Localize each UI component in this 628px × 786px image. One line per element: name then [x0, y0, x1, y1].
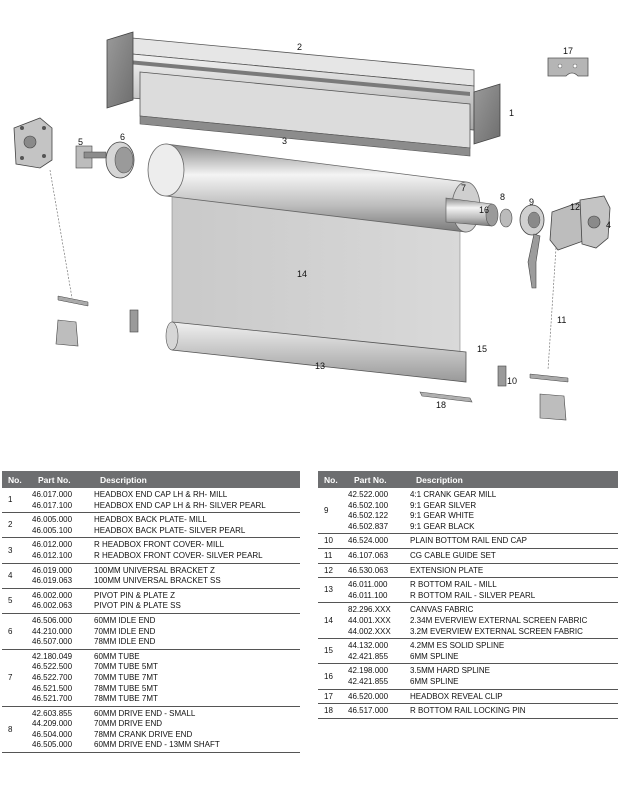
descriptions — [410, 639, 618, 664]
table-row — [2, 563, 300, 588]
callout-12: 12 — [570, 202, 581, 212]
table-row — [2, 513, 300, 538]
part-description: R BOTTOM RAIL - SILVER PEARL — [410, 590, 536, 600]
part-number: 46.530.063 — [348, 565, 389, 575]
part-description: R HEADBOX FRONT COVER- MILL — [94, 540, 225, 550]
idle-end — [106, 142, 134, 178]
part-description: 9:1 GEAR SILVER — [410, 500, 477, 510]
part-numbers — [32, 563, 94, 588]
table-row — [318, 664, 618, 689]
part-number: 46.502.837 — [348, 521, 389, 531]
part-number: 46.507.000 — [32, 637, 73, 647]
part-numbers — [32, 588, 94, 613]
bottom-rail-end-cap-left — [130, 310, 138, 332]
part-number: 44.210.000 — [32, 626, 73, 636]
item-number: 4 — [2, 563, 32, 588]
part-description: 4.2MM ES SOLID SPLINE — [410, 641, 505, 651]
descriptions — [410, 664, 618, 689]
crank-gear — [520, 205, 544, 288]
table-row — [318, 488, 618, 534]
item-number: 12 — [318, 563, 348, 578]
table-row — [2, 613, 300, 649]
descriptions — [410, 488, 618, 534]
table-row — [318, 704, 618, 719]
table-row — [2, 538, 300, 563]
part-description: EXTENSION PLATE — [410, 565, 484, 575]
table-row — [2, 706, 300, 752]
part-number: 46.524.000 — [348, 536, 389, 546]
part-description: CANVAS FABRIC — [410, 605, 474, 615]
callout-17: 17 — [563, 46, 574, 56]
descriptions — [410, 534, 618, 549]
part-number: 46.521.500 — [32, 683, 73, 693]
part-number: 46.017.100 — [32, 500, 73, 510]
part-description: 70MM TUBE 7MT — [94, 672, 158, 682]
part-description: 9:1 GEAR WHITE — [410, 511, 475, 521]
part-description: PIVOT PIN & PLATE SS — [94, 601, 181, 611]
part-description: 3.5MM HARD SPLINE — [410, 666, 491, 676]
item-number: 6 — [2, 613, 32, 649]
part-numbers — [32, 488, 94, 513]
item-number: 7 — [2, 649, 32, 706]
part-number: 46.002.000 — [32, 590, 73, 600]
part-numbers — [348, 689, 410, 704]
part-number: 42.603.855 — [32, 708, 73, 718]
callout-13: 13 — [315, 361, 326, 371]
universal-bracket-left — [14, 118, 52, 168]
part-number: 46.107.063 — [348, 550, 389, 560]
part-numbers — [32, 613, 94, 649]
descriptions — [94, 513, 300, 538]
part-number: 46.017.000 — [32, 490, 73, 499]
part-number: 46.521.700 — [32, 694, 73, 704]
part-number: 46.011.000 — [348, 580, 388, 590]
part-number: 42.421.855 — [348, 651, 389, 661]
part-description: R BOTTOM RAIL - MILL — [410, 580, 497, 590]
part-number: 46.522.500 — [32, 662, 73, 672]
part-number: 46.517.000 — [348, 706, 389, 716]
part-number: 46.002.063 — [32, 601, 73, 611]
part-description: PIVOT PIN & PLATE Z — [94, 590, 176, 600]
descriptions — [94, 563, 300, 588]
table-row — [318, 534, 618, 549]
drive-end — [500, 209, 512, 227]
part-description: 9:1 GEAR BLACK — [410, 521, 475, 531]
part-description: 4:1 CRANK GEAR MILL — [410, 490, 497, 499]
part-numbers — [32, 538, 94, 563]
descriptions — [94, 706, 300, 752]
part-number: 46.520.000 — [348, 691, 389, 701]
callout-15: 15 — [477, 344, 488, 354]
part-description: CG CABLE GUIDE SET — [410, 550, 496, 560]
item-number: 15 — [318, 639, 348, 664]
item-number: 3 — [2, 538, 32, 563]
part-number: 46.502.100 — [348, 500, 389, 510]
part-numbers — [32, 649, 94, 706]
parts-table-left — [2, 471, 300, 753]
table-row — [2, 649, 300, 706]
item-number: 17 — [318, 689, 348, 704]
callout-5: 5 — [78, 137, 84, 147]
part-numbers — [348, 563, 410, 578]
part-number: 42.180.049 — [32, 651, 73, 661]
headbox-reveal-clip — [548, 58, 588, 76]
item-number: 5 — [2, 588, 32, 613]
column-header-description: Description — [410, 471, 618, 488]
item-number: 14 — [318, 603, 348, 639]
part-description: 2.34M EVERVIEW EXTERNAL SCREEN FABRIC — [410, 615, 588, 625]
cable-guide-left — [50, 170, 88, 346]
descriptions — [94, 649, 300, 706]
part-description: 70MM DRIVE END — [94, 719, 163, 729]
table-row — [318, 689, 618, 704]
column-header-no: No. — [2, 471, 32, 488]
bottom-rail-end-cap-right — [498, 366, 506, 386]
item-number: 2 — [2, 513, 32, 538]
part-number: 46.502.122 — [348, 511, 389, 521]
part-numbers — [348, 534, 410, 549]
part-number: 46.504.000 — [32, 729, 73, 739]
item-number: 9 — [318, 488, 348, 534]
part-number: 46.012.100 — [32, 550, 73, 560]
item-number: 8 — [2, 706, 32, 752]
part-description: 100MM UNIVERSAL BRACKET Z — [94, 565, 215, 575]
table-row — [318, 548, 618, 563]
callout-2: 2 — [297, 42, 303, 52]
part-number: 42.421.855 — [348, 676, 389, 686]
part-number: 46.011.100 — [348, 590, 388, 600]
table-header-row — [2, 471, 300, 488]
part-number: 42.522.000 — [348, 490, 389, 499]
part-numbers — [348, 603, 410, 639]
part-description: 70MM TUBE 5MT — [94, 662, 158, 672]
callout-6: 6 — [120, 132, 126, 142]
item-number: 1 — [2, 488, 32, 513]
part-description: 6MM SPLINE — [410, 651, 459, 661]
column-header-description: Description — [94, 471, 300, 488]
descriptions — [410, 548, 618, 563]
headbox-end-cap-left — [107, 32, 133, 108]
part-number: 42.198.000 — [348, 666, 389, 676]
part-numbers — [348, 578, 410, 603]
part-numbers — [348, 639, 410, 664]
callout-18: 18 — [436, 400, 447, 410]
callout-14: 14 — [297, 269, 308, 279]
part-number: 44.001.XXX — [348, 615, 391, 625]
part-number: 46.019.000 — [32, 565, 73, 575]
descriptions — [94, 538, 300, 563]
part-description: PLAIN BOTTOM RAIL END CAP — [410, 536, 527, 546]
part-number: 46.019.063 — [32, 576, 73, 586]
part-numbers — [348, 664, 410, 689]
part-description: 60MM DRIVE END - 13MM SHAFT — [94, 740, 220, 750]
part-description: R HEADBOX FRONT COVER- SILVER PEARL — [94, 550, 263, 560]
headbox-end-cap-right — [474, 84, 500, 144]
part-number: 82.296.XXX — [348, 605, 391, 615]
item-number: 11 — [318, 548, 348, 563]
descriptions — [410, 704, 618, 719]
descriptions — [94, 613, 300, 649]
column-header-part-no: Part No. — [348, 471, 410, 488]
part-description: R BOTTOM RAIL LOCKING PIN — [410, 706, 526, 716]
table-row — [318, 639, 618, 664]
part-description: 60MM TUBE — [94, 651, 140, 661]
table-row — [318, 603, 618, 639]
table-row — [2, 488, 300, 513]
part-numbers — [348, 488, 410, 534]
part-number: 46.005.000 — [32, 515, 73, 525]
callout-8: 8 — [500, 192, 506, 202]
item-number: 16 — [318, 664, 348, 689]
part-description: HEADBOX END CAP LH & RH- MILL — [94, 490, 228, 499]
part-numbers — [32, 706, 94, 752]
part-description: HEADBOX END CAP LH & RH- SILVER PEARL — [94, 500, 266, 510]
part-description: HEADBOX REVEAL CLIP — [410, 691, 503, 701]
part-number: 46.012.000 — [32, 540, 73, 550]
callout-7: 7 — [461, 183, 467, 193]
part-description: 78MM IDLE END — [94, 637, 156, 647]
item-number: 13 — [318, 578, 348, 603]
part-numbers — [348, 548, 410, 563]
parts-table-right — [318, 471, 618, 719]
table-row — [318, 563, 618, 578]
part-number: 46.506.000 — [32, 615, 73, 625]
part-number: 44.209.000 — [32, 719, 73, 729]
item-number: 10 — [318, 534, 348, 549]
callout-16: 16 — [479, 205, 490, 215]
table-row — [2, 588, 300, 613]
part-description: HEADBOX BACK PLATE- SILVER PEARL — [94, 525, 246, 535]
callout-3: 3 — [282, 136, 288, 146]
part-number: 46.505.000 — [32, 740, 73, 750]
part-description: 6MM SPLINE — [410, 676, 459, 686]
descriptions — [410, 578, 618, 603]
item-number: 18 — [318, 704, 348, 719]
part-numbers — [32, 513, 94, 538]
descriptions — [94, 588, 300, 613]
callout-11: 11 — [557, 315, 567, 325]
descriptions — [410, 563, 618, 578]
part-description: 3.2M EVERVIEW EXTERNAL SCREEN FABRIC — [410, 626, 583, 636]
descriptions — [94, 488, 300, 513]
part-description: 60MM IDLE END — [94, 615, 156, 625]
descriptions — [410, 603, 618, 639]
part-description: 100MM UNIVERSAL BRACKET SS — [94, 576, 221, 586]
part-description: 78MM CRANK DRIVE END — [94, 729, 193, 739]
part-description: 60MM DRIVE END - SMALL — [94, 708, 196, 718]
part-numbers — [348, 704, 410, 719]
part-description: 78MM TUBE 5MT — [94, 683, 158, 693]
descriptions — [410, 689, 618, 704]
column-header-part-no: Part No. — [32, 471, 94, 488]
table-row — [318, 578, 618, 603]
table-header-row — [318, 471, 618, 488]
callout-10: 10 — [507, 376, 518, 386]
callout-9: 9 — [529, 197, 535, 207]
callout-1: 1 — [509, 108, 515, 118]
part-number: 44.132.000 — [348, 641, 389, 651]
part-number: 46.005.100 — [32, 525, 73, 535]
part-number: 44.002.XXX — [348, 626, 391, 636]
part-number: 46.522.700 — [32, 672, 73, 682]
part-description: HEADBOX BACK PLATE- MILL — [94, 515, 207, 525]
callout-4: 4 — [606, 220, 612, 230]
part-description: 78MM TUBE 7MT — [94, 694, 158, 704]
pivot-pin-plate — [76, 146, 106, 168]
part-description: 70MM IDLE END — [94, 626, 156, 636]
column-header-no: No. — [318, 471, 348, 488]
